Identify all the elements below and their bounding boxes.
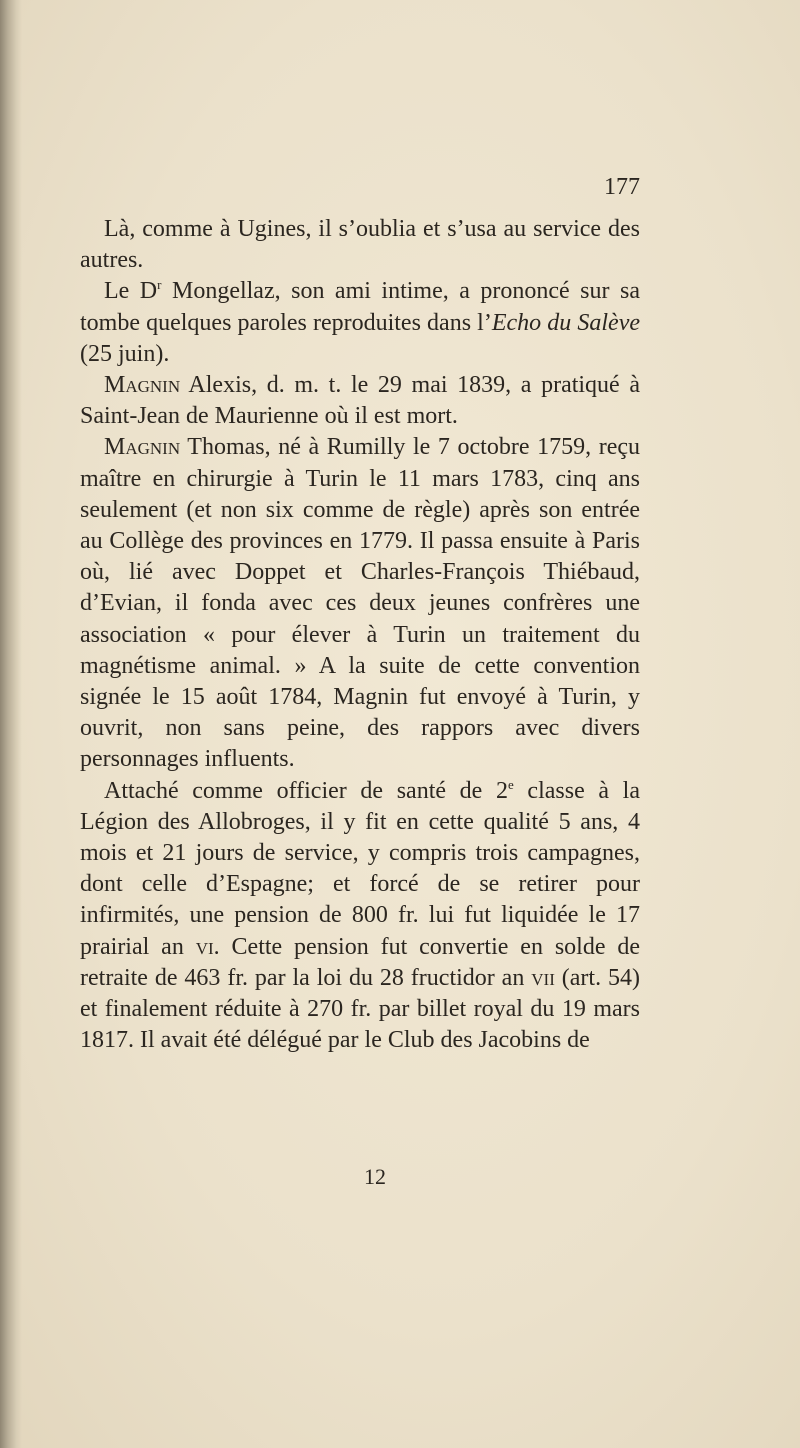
paragraph-text: Le D [104, 278, 158, 305]
paragraph-text: Mongellaz, son ami intime, a prononcé sur sa tombe quelques paroles reproduites dans l’ [80, 278, 640, 336]
journal-title: Echo du Salève [491, 309, 641, 336]
page-text [80, 172, 640, 1056]
paragraph-text: (art. 54) et finalement réduite à 270 fr. par billet royal du 19 mars 1817. Il avait été délégué par le Club des Jacobins de [80, 964, 641, 1054]
entry-name: Magnin [104, 434, 181, 461]
paragraph-text: Attaché comme officier de santé de 2 [104, 777, 508, 804]
paragraph-text: (25 juin). [80, 340, 170, 367]
superscript: e [507, 776, 514, 792]
page-number: 177 [604, 174, 640, 200]
paragraph-text: Alexis, d. m. t. le 29 mai 1839, a pratiqué à Saint-Jean de Maurienne où il est mort. [80, 372, 640, 430]
roman-numeral: vii [531, 964, 555, 991]
paragraph-text: classe à la Légion des Allobroges, il y fit en cette qualité 5 ans, 4 mois et 21 jours de service, y compris trois campagnes, dont celle d’Espagne; et forcé de se retirer pour infirmités, une pension de 800 fr. lui fut liquidée le 17 prairial an [80, 777, 640, 960]
paragraph-text: . Cette pension fut convertie en solde de retraite de 463 fr. par la loi du 28 fructidor an [80, 933, 640, 991]
entry-name: Magnin [104, 372, 181, 399]
roman-numeral: vi [195, 933, 214, 960]
paragraph-4 [80, 432, 640, 775]
paragraph-text: Thomas, né à Rumilly le 7 octobre 1759, reçu maître en chirurgie à Turin le 11 mars 1783, cinq ans seulement (et non six comme de règle) après son entrée au Collège des provinces en 1779. Il passa ensuite à Paris où, lié avec Doppet et Charles-François Thiébaud, d’Evian, il fonda avec ces deux jeunes confrères une association « pour élever à Turin un traitement du magnétisme animal. » A la suite de cette convention signée le 15 août 1784, Magnin fut envoyé à Turin, y ouvrit, non sans peine, des rappors avec divers personnages influents. [80, 434, 640, 773]
paragraph-5 [80, 776, 640, 1057]
page-binding-edge [0, 0, 22, 1448]
paragraph-1 [80, 214, 640, 276]
paragraph-3 [80, 370, 640, 432]
signature-mark: 12 [364, 1164, 386, 1189]
superscript: r [157, 277, 162, 293]
paragraph-text: Là, comme à Ugines, il s’oublia et s’usa au service des autres. [80, 216, 640, 274]
paragraph-2 [80, 276, 640, 370]
